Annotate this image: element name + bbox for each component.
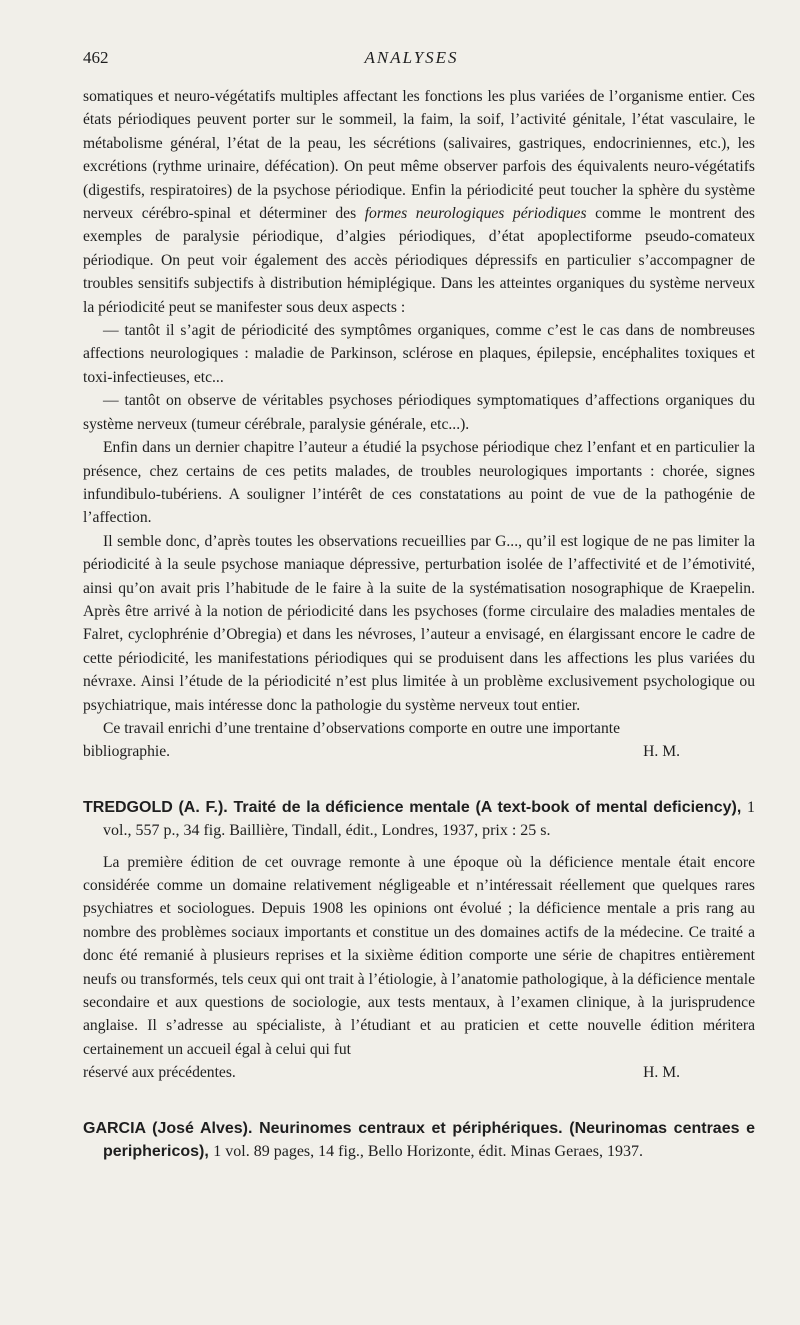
page-header (83, 48, 740, 74)
review-publication: 1 vol. 89 pages, 14 fig., Bello Horizonte, édit. Minas Geraes, 1937. (213, 1143, 643, 1161)
closing-line (83, 1061, 755, 1084)
running-title: ANALYSES (364, 48, 459, 67)
page-number: 462 (83, 48, 109, 67)
paragraph: La première édition de cet ouvrage remonte à une époque où la déficience mentale était encore considérée comme un domaine relativement négligeable et n’intéressait réellement que quelques rares psychiatres et sociologues. Depuis 1908 les opinions ont évolué ; la déficience mentale a pris rang au nombre des problèmes sociaux importants et constitue un des domaines actifs de la médecine. Ce traité a donc été remanié à plusieurs reprises et la sixième édition comporte une série de chapitres entièrement neufs ou transformés, tels ceux qui ont trait à l’étiologie, à l’anatomie pathologique, à la déficience mentale secondaire et aux questions de sociologie, aux tests mentaux, à l’examen clinique, à la jurisprudence anglaise. Il s’adresse au spécialiste, à l’étudiant et au praticien et cette nouvelle édition méritera certainement un accueil égal à celui qui fut (83, 853, 755, 1058)
author-signature: H. M. (643, 743, 680, 761)
paragraph: somatiques et neuro-végétatifs multiples affectant les fonctions les plus variées de l’organisme entier. Ces états périodiques peuvent porter sur le sommeil, la faim, la soif, l’activité génitale, l’état vasculaire, le métabolisme général, l’état de la peau, les sécrétions (salivaires, gastriques, endocriniennes, etc.), les excrétions (rythme urinaire, défécation). On peut même observer parfois des équivalents neuro-végétatifs (digestifs, respiratoires) de la psychose périodique. Enfin la périodicité peut toucher la sphère du système nerveux cérébro-spinal et déterminer des formes neurologiques périodiques comme le montrent des exemples de paralysie périodique, d’algies périodiques, d’état apoplectiforme pseudo-comateux périodique. On peut voir également des accès périodiques dépressifs en particulier s’accompagner de troubles sensitifs subjectifs à distribution hémiplégique. Dans les atteintes organiques du système nerveux la périodicité peut se manifester sous deux aspects : (83, 88, 755, 316)
author-signature: H. M. (643, 1064, 680, 1082)
review-author: GARCIA (José Alves). (83, 1119, 253, 1137)
review-body (83, 851, 755, 1085)
review-title: Traité de la déficience mentale (A text-book of mental deficiency), (233, 798, 742, 816)
paragraph-end: réservé aux précédentes. (83, 1064, 236, 1082)
review-garcia (83, 1117, 755, 1164)
dash-item: — tantôt il s’agit de périodicité des symptômes organiques, comme c’est le cas dans de nombreuses affections neurologiques : maladie de Parkinson, sclérose en plaques, épilepsie, encéphalites toxiques et toxi-infectieuses, etc... (83, 322, 755, 386)
article-continuation (83, 85, 755, 764)
closing-line (83, 740, 755, 763)
paragraph: Ce travail enrichi d’une trentaine d’observations comporte en outre une importante (103, 719, 621, 737)
review-author: TREDGOLD (A. F.). (83, 798, 228, 816)
page-body (83, 85, 755, 1163)
review-title: Neurinomes centraux et périphériques. (Neurinomas centraes e periphericos), (103, 1119, 756, 1161)
emphasis: formes neurologiques périodiques (364, 205, 587, 223)
paragraph: Il semble donc, d’après toutes les observations recueillies par G..., qu’il est logique de ne pas limiter la périodicité à la seule psychose maniaque dépressive, perturbation isolée de l’affectivité et de l’émotivité, ainsi qu’on avait pris l’habitude de le faire à la suite de la systématisation nosographique de Kraepelin. Après être arrivé à la notion de périodicité dans les psychoses (forme circulaire des maladies mentales de Falret, cyclophrénie d’Obregia) et dans les névroses, l’auteur a envisagé, en élargissant encore le cadre de cette périodicité, les manifestations périodiques qui se produisent dans les affections les plus variées du névraxe. Ainsi l’étude de la périodicité n’est plus limitée à un problème exclusivement psychologique ou psychiatrique, mais intéresse donc la pathologie du système nerveux tout entier. (83, 532, 755, 714)
paragraph-end: bibliographie. (83, 743, 171, 761)
review-tredgold (83, 796, 755, 1085)
review-publication: 1 vol., 557 p., 34 fig. Baillière, Tindall, édit., Londres, 1937, prix : 25 s. (103, 798, 755, 840)
review-heading (83, 796, 755, 843)
dash-item: — tantôt on observe de véritables psychoses périodiques symptomatiques d’affections organiques du système nerveux (tumeur cérébrale, paralysie générale, etc...). (83, 392, 755, 433)
review-heading (83, 1117, 755, 1164)
paragraph: Enfin dans un dernier chapitre l’auteur a étudié la psychose périodique chez l’enfant et en particulier la présence, chez certains de ces petits malades, de troubles neurologiques importants : chorée, signes infundibulo-tubériens. A souligner l’intérêt de ces constatations au point de vue de la pathogénie de l’affection. (83, 439, 755, 527)
